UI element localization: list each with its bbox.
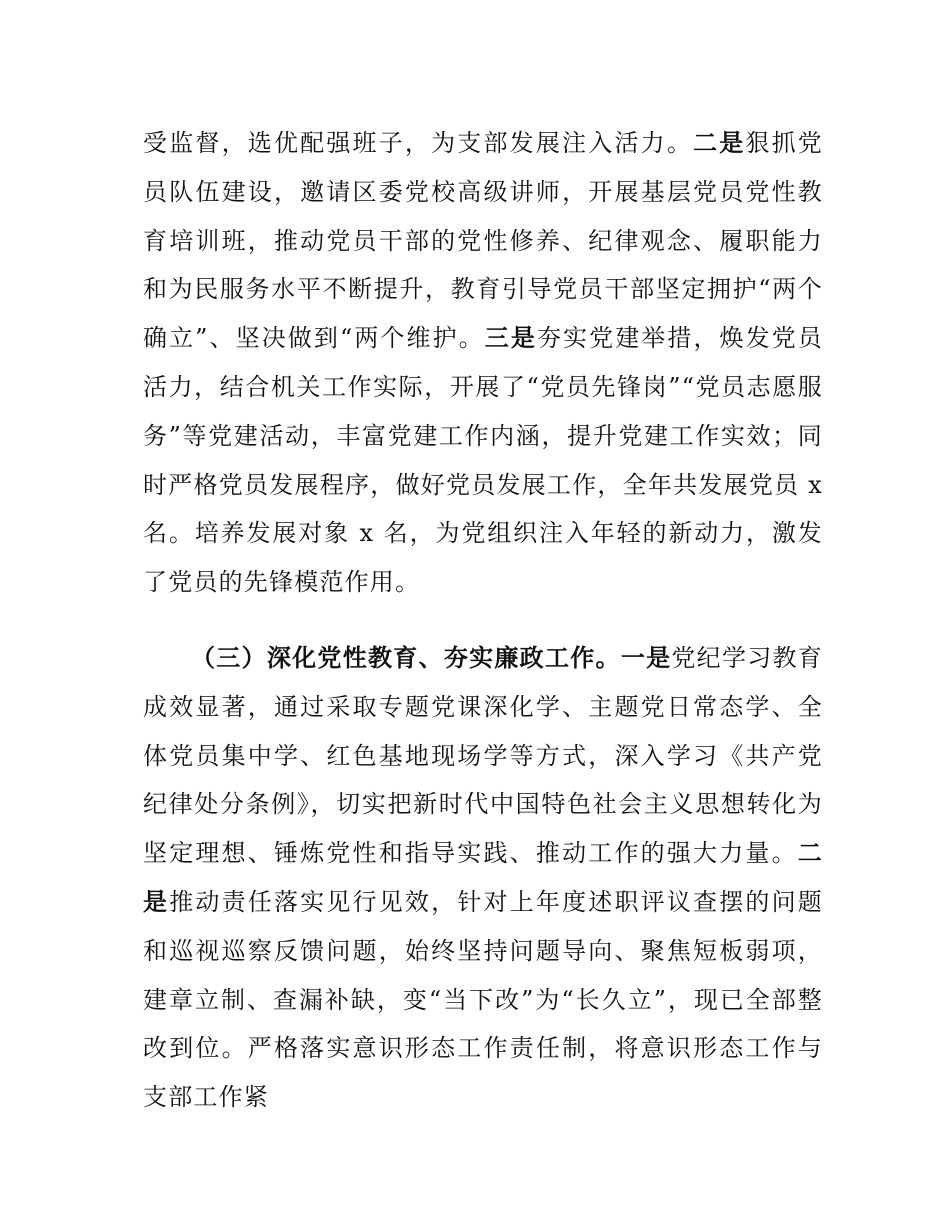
paragraph-1-lead-3: 三是 bbox=[484, 324, 537, 353]
paragraph-2-text-2: 推动责任落实见行见效，针对上年度述职评议查摆的问题和巡视巡察反馈问题，始终坚持问题导向、聚焦短板弱项，建章立制、查漏补缺，变“当下改”为“长久立”，现已全部整改到位。严格落实意识形态工作责任制，将意识形态工作与支部工作紧 bbox=[143, 887, 824, 1112]
paragraph-2-lead-1: 一是 bbox=[620, 644, 672, 672]
paragraph-1-text-2: 狠抓党员队伍建设，邀请区委党校高级讲师，开展基层党员党性教育培训班，推动党员干部的党性修养、纪律观念、履职能力和为民服务水平不断提升，教育引导党员干部坚定拥护“两个确立”、坚决做到“两个维护。 bbox=[143, 129, 823, 353]
paragraph-party-education bbox=[143, 634, 823, 1122]
paragraph-party-building bbox=[143, 119, 823, 607]
paragraph-2-lead-2: 二是 bbox=[143, 839, 823, 916]
paragraph-1-text-1: 受监督，选优配强班子，为支部发展注入活力。 bbox=[143, 129, 694, 157]
paragraph-1-text-3: 夯实党建举措，焕发党员活力，结合机关工作实际，开展了“党员先锋岗”“党员志愿服务”等党建活动，丰富党建工作内涵，提升党建工作实效；同时严格党员发展程序，做好党员发展工作，全年共发展党员 x 名。培养发展对象 x 名，为党组织注入年轻的新动力，激发了党员的先锋模范作用。 bbox=[143, 324, 824, 597]
section-heading: （三）深化党性教育、夯实廉政工作。 bbox=[191, 644, 621, 672]
paragraph-1-lead-2: 二是 bbox=[693, 129, 746, 157]
paragraph-2-text-1: 党纪学习教育成效显著，通过采取专题党课深化学、主题党日常态学、全体党员集中学、红色基地现场学等方式，深入学习《共产党纪律处分条例》，切实把新时代中国特色社会主义思想转化为坚定理想、锤炼党性和指导实践、推动工作的强大力量。 bbox=[143, 644, 824, 868]
